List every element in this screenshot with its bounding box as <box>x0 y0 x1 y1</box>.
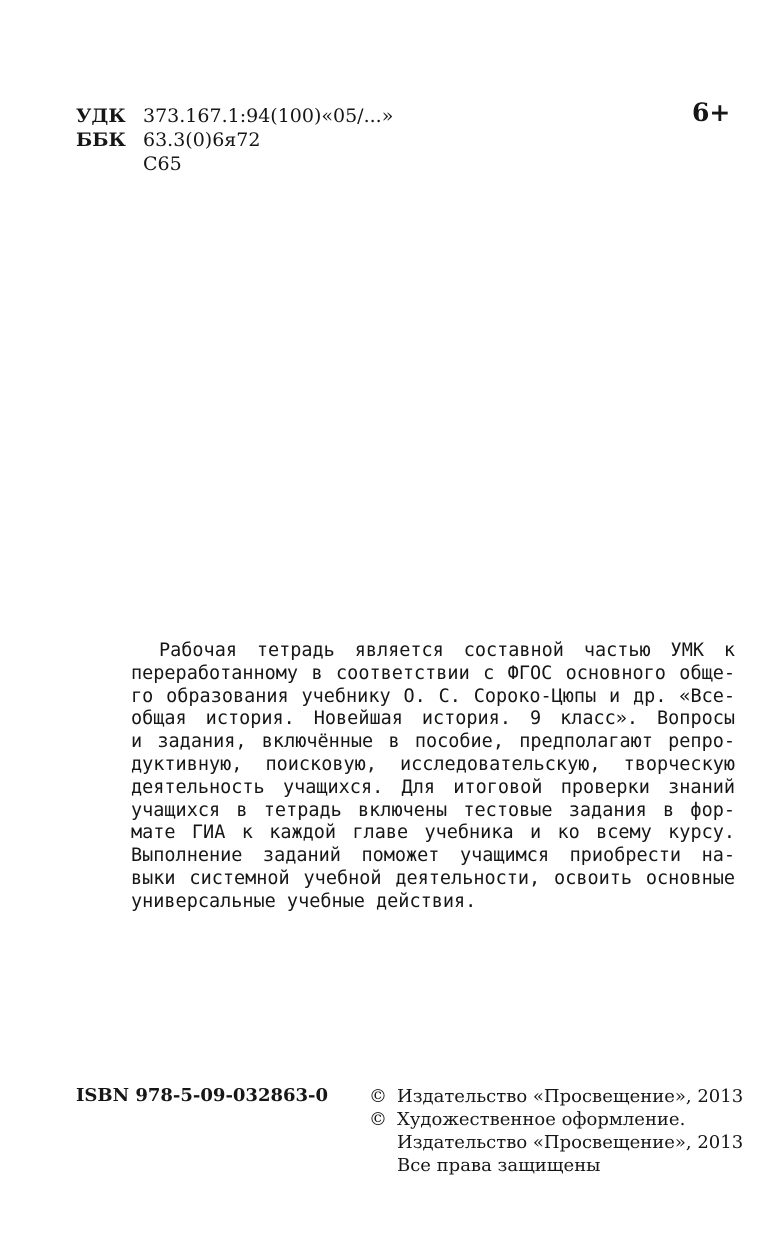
copyright-row <box>369 1131 743 1154</box>
annotation-line: деятельность учащихся. Для итоговой проверки знаний <box>131 776 735 798</box>
annotation-line: дуктивную, поисковую, исследовательскую, творческую <box>131 753 735 775</box>
annotation-line: выки системной учебной деятельности, освоить основные <box>131 867 735 889</box>
bbk-value: 63.3(0)6я72 <box>143 129 261 151</box>
bbk-row <box>76 128 436 152</box>
annotation-line: учащихся в тетрадь включены тестовые задания в фор- <box>131 799 735 821</box>
annotation-line: го образования учебнику О. С. Сороко-Цюпы и др. «Все- <box>131 685 735 707</box>
copyright-icon: © <box>369 1109 387 1130</box>
annotation-line: Выполнение заданий поможет учащимся приобрести на- <box>131 845 735 867</box>
bbk-label: ББК <box>76 129 126 151</box>
age-rating: 6+ <box>692 98 731 127</box>
annotation <box>131 640 735 914</box>
copyright-row <box>369 1085 743 1108</box>
annotation-line: Рабочая тетрадь является составной частью УМК к <box>159 640 735 661</box>
isbn: ISBN 978-5-09-032863-0 <box>76 1085 329 1106</box>
annotation-line: переработанному в соответствии с ФГОС основного обще- <box>131 662 735 684</box>
classification-block <box>76 104 436 176</box>
rights-reserved: Все права защищены <box>397 1155 601 1176</box>
annotation-line: универсальные учебные действия. <box>131 890 477 912</box>
annotation-line: мате ГИА к каждой главе учебника и ко всему курсу. <box>131 822 735 844</box>
author-mark-row <box>76 152 436 176</box>
udk-label: УДК <box>76 105 126 127</box>
annotation-line: и задания, включённые в пособие, предполагают репро- <box>131 731 735 753</box>
udk-row <box>76 104 436 128</box>
copyright-design: Художественное оформление. <box>397 1109 686 1130</box>
author-mark: С65 <box>143 153 182 175</box>
copyright-row <box>369 1154 743 1177</box>
copyright-icon: © <box>369 1086 387 1107</box>
copyright-design-publisher: Издательство «Просвещение», 2013 <box>397 1132 744 1153</box>
udk-value: 373.167.1:94(100)«05/...» <box>143 105 394 127</box>
copyright-publisher: Издательство «Просвещение», 2013 <box>397 1086 744 1107</box>
copyright-row <box>369 1108 743 1131</box>
annotation-line: общая история. Новейшая история. 9 класс». Вопросы <box>131 708 735 730</box>
copyright-block <box>369 1085 743 1177</box>
